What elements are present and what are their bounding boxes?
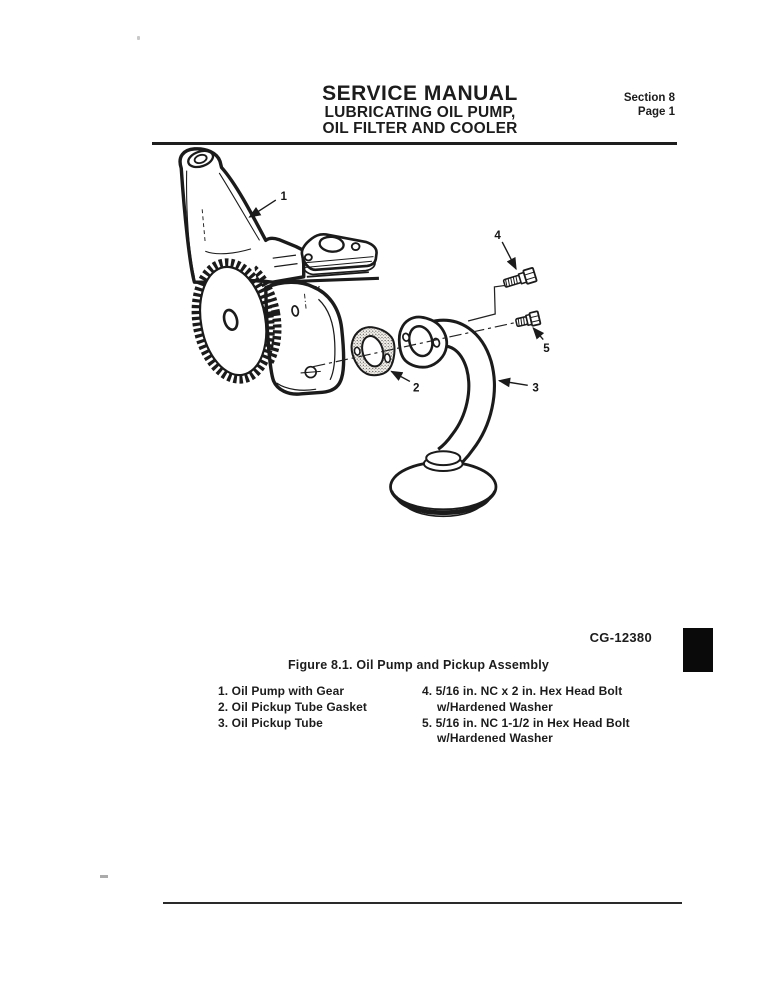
part-item-3: 3. Oil Pickup Tube: [218, 715, 323, 730]
callout-3-arrow: [499, 381, 528, 386]
callout-5: 5: [543, 341, 550, 355]
strainer-bell: [391, 451, 496, 516]
figure-illustration: [140, 145, 700, 645]
page-subtitle-line2: OIL FILTER AND COOLER: [322, 120, 518, 137]
hex-bolt-short: [515, 311, 541, 329]
figure-code: CG-12380: [589, 630, 652, 645]
bolt4-leader-line: [468, 285, 506, 321]
hex-bolt-long: [502, 268, 536, 291]
part-item-4-cont: w/Hardened Washer: [437, 699, 553, 714]
parts-list-left: [218, 684, 367, 731]
callout-5-arrow: [533, 328, 543, 340]
section-page-block: [555, 92, 675, 119]
callout-1: 1: [280, 190, 287, 204]
section-label: Section 8: [623, 92, 675, 104]
page-number-label: Page 1: [637, 105, 675, 118]
callout-4-arrow: [502, 242, 516, 269]
pickup-tube-flange: [399, 317, 446, 367]
bell-collar-upper: [426, 451, 460, 465]
callout-2: 2: [413, 381, 420, 395]
callout-2-arrow: [391, 371, 410, 381]
callout-4: 4: [494, 228, 501, 242]
part-item-5-cont: w/Hardened Washer: [437, 731, 553, 746]
page-title: SERVICE MANUAL: [322, 82, 518, 105]
header-title-block: [290, 82, 550, 137]
figure-caption: Figure 8.1. Oil Pump and Pickup Assembly: [287, 658, 550, 672]
page-subtitle-line1: LUBRICATING OIL PUMP,: [324, 104, 516, 121]
part-item-1: 1. Oil Pump with Gear: [218, 684, 345, 698]
pickup-tube-gasket: [352, 327, 395, 375]
callout-1-arrow: [249, 200, 275, 217]
callout-3: 3: [532, 381, 539, 395]
part-item-2: 2. Oil Pickup Tube Gasket: [218, 699, 367, 714]
footer-rule: [163, 902, 682, 904]
part-item-4: 4. 5/16 in. NC x 2 in. Hex Head Bolt: [422, 684, 623, 698]
part-item-5: 5. 5/16 in. NC 1-1/2 in Hex Head Bolt: [422, 715, 630, 730]
scan-speck: [100, 875, 108, 878]
parts-list-right: [422, 684, 630, 747]
scan-speck: [137, 36, 140, 40]
